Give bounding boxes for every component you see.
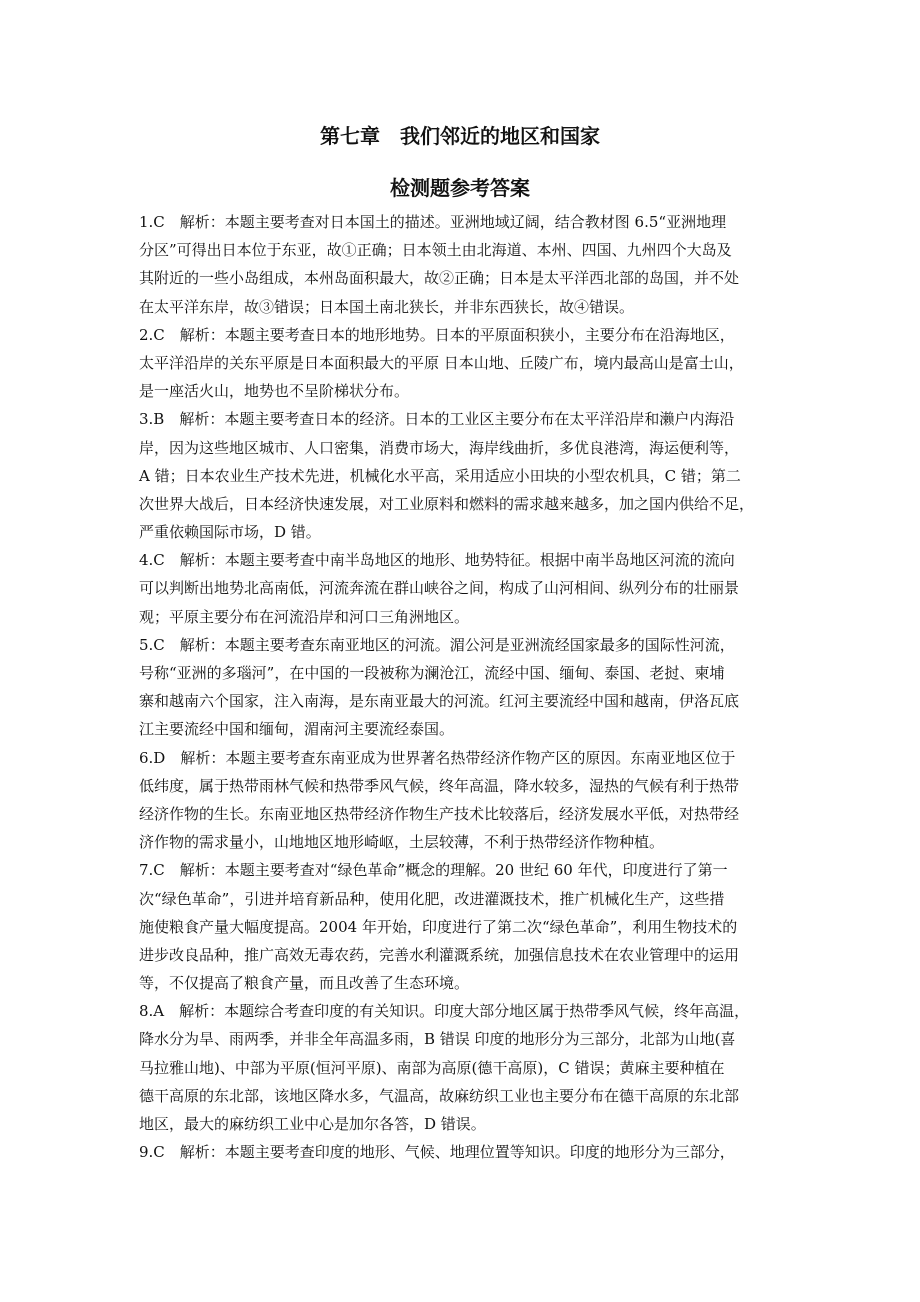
text-line: 观；平原主要分布在河流沿岸和河口三角洲地区。 [139, 607, 470, 626]
text-line: 4.C 解析：本题主要考查中南半岛地区的地形、地势特征。根据中南半岛地区河流的流向 [139, 551, 735, 570]
text-line: 进步改良品种，推广高效无毒农药，完善水利灌溉系统，加强信息技术在农业管理中的运用 [139, 945, 740, 964]
text-line: 7.C 解析：本题主要考查对“绿色革命”概念的理解。20 世纪 60 年代，印度进行了第一 [139, 861, 728, 880]
text-line: 太平洋沿岸的关东平原是日本面积最大的平原 日本山地、丘陵广布，境内最高山是富士山， [139, 353, 744, 372]
text-line: 号称“亚洲的多瑙河”，在中国的一段被称为澜沧江，流经中国、缅甸、泰国、老挝、柬埔 [139, 664, 725, 682]
text-line: 岸，因为这些地区城市、人口密集，消费市场大，海岸线曲折，多优良港湾，海运便利等， [139, 438, 740, 457]
text-line: 次“绿色革命”，引进并培育新品种，使用化肥，改进灌溉技术，推广机械化生产，这些措 [139, 889, 725, 908]
text-line: 2.C 解析：本题主要考查日本的地形地势。日本的平原面积狭小，主要分布在沿海地区， [139, 325, 735, 344]
text-line: 其附近的一些小岛组成，本州岛面积最大，故②正确；日本是太平洋西北部的岛国，并不处 [139, 269, 740, 288]
text-line: 济作物的需求量小，山地地区地形崎岖，土层较薄，不利于热带经济作物种植。 [139, 833, 665, 852]
text-line: 分区”可得出日本位于东亚，故①正确；日本领土由北海道、本州、四国、九州四个大岛及 [139, 241, 732, 260]
text-line: 在太平洋东岸，故③错误；日本国土南北狭长，并非东西狭长，故④错误。 [139, 297, 635, 316]
text-line: 6.D 解析：本题主要考查东南亚成为世界著名热带经济作物产区的原因。东南亚地区位于 [139, 748, 736, 767]
text-line: 德干高原的东北部，该地区降水多，气温高，故麻纺织工业也主要分布在德干高原的东北部 [139, 1086, 740, 1105]
text-line: 马拉雅山地)、中部为平原(恒河平原)、南部为高原(德干高原)，C 错误；黄麻主要种植在 [139, 1058, 725, 1077]
text-line: 次世界大战后，日本经济快速发展，对工业原料和燃料的需求越来越多，加之国内供给不足， [139, 494, 755, 513]
text-line: 低纬度，属于热带雨林气候和热带季风气候，终年高温，降水较多，湿热的气候有利于热带 [139, 776, 740, 795]
text-line: 3.B 解析：本题主要考查日本的经济。日本的工业区主要分布在太平洋沿岸和濑户内海沿 [139, 410, 735, 429]
text-line: 等，不仅提高了粮食产量，而且改善了生态环境。 [139, 974, 470, 993]
text-line: 严重依赖国际市场，D 错。 [139, 523, 321, 542]
text-line: 地区，最大的麻纺织工业中心是加尔各答，D 错误。 [139, 1115, 486, 1133]
text-line: 是一座活火山，地势也不呈阶梯状分布。 [139, 382, 410, 401]
text-line: 江主要流经中国和缅甸，湄南河主要流经泰国。 [139, 720, 455, 739]
text-line: 施使粮食产量大幅度提高。2004 年开始，印度进行了第二次“绿色革命”，利用生物技术的 [139, 917, 738, 936]
chapter-title: 第七章 我们邻近的地区和国家 [320, 124, 600, 148]
text-line: 寨和越南六个国家，注入南海，是东南亚最大的河流。红河主要流经中国和越南，伊洛瓦底 [139, 692, 740, 711]
text-line: 5.C 解析：本题主要考查东南亚地区的河流。湄公河是亚洲流经国家最多的国际性河流， [139, 635, 735, 654]
answer-body [139, 208, 789, 1166]
text-line: 降水分为旱、雨两季，并非全年高温多雨，B 错误 印度的地形分为三部分，北部为山地(喜 [139, 1030, 736, 1049]
text-line: 经济作物的生长。东南亚地区热带经济作物生产技术比较落后，经济发展水平低，对热带经 [139, 804, 740, 823]
answer-key-title: 检测题参考答案 [390, 176, 530, 200]
text-line: A 错；日本农业生产技术先进，机械化水平高，采用适应小田块的小型农机具，C 错；第二 [139, 466, 741, 485]
text-line: 8.A 解析：本题综合考查印度的有关知识。印度大部分地区属于热带季风气候，终年高温， [139, 1002, 750, 1021]
text-line: 1.C 解析：本题主要考查对日本国土的描述。亚洲地域辽阔，结合教材图 6.5“亚洲地理 [139, 213, 727, 231]
text-line: 9.C 解析：本题主要考查印度的地形、气候、地理位置等知识。印度的地形分为三部分， [139, 1143, 735, 1162]
text-line: 可以判断出地势北高南低，河流奔流在群山峡谷之间，构成了山河相间、纵列分布的壮丽景 [139, 579, 740, 598]
